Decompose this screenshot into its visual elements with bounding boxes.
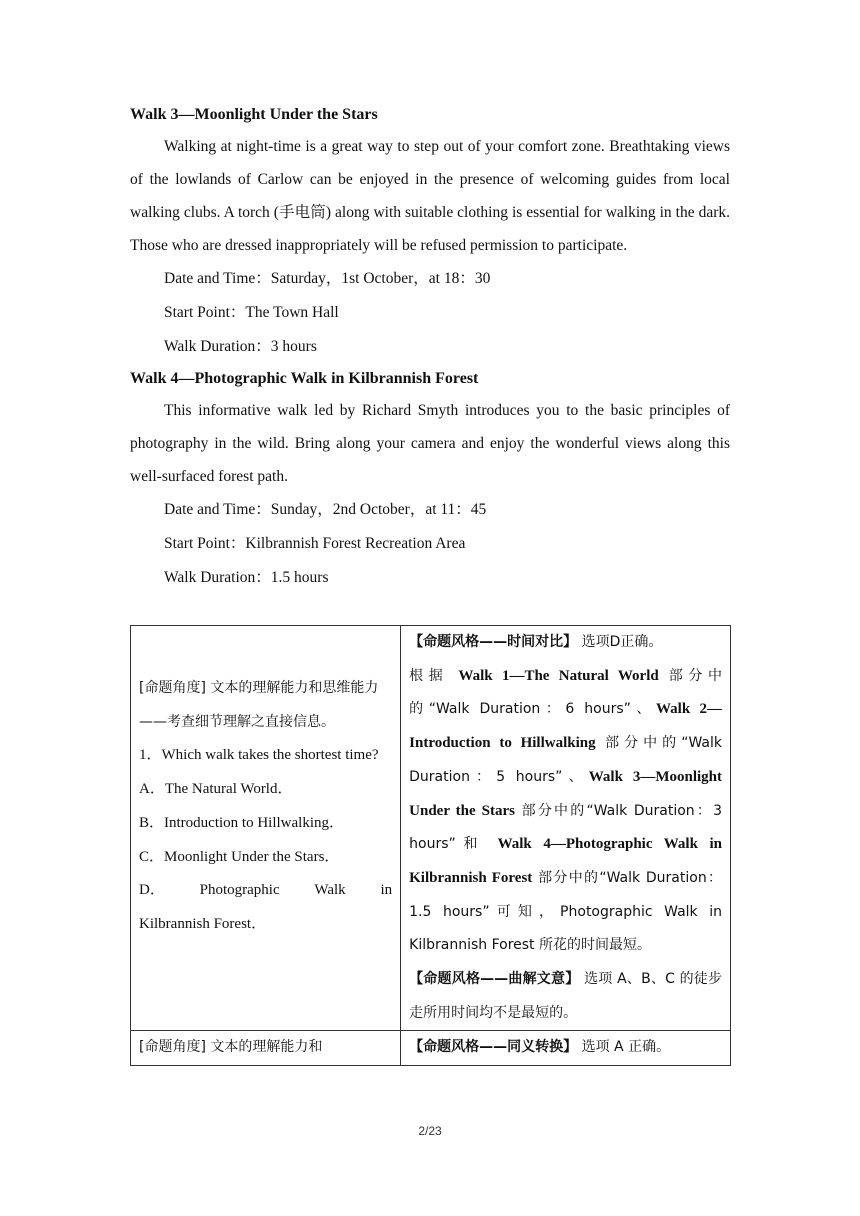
reasoning-text: 部分中的“Walk Duration：6 hours”、	[409, 667, 722, 718]
style-answer: 选项D正确。	[577, 634, 663, 650]
option-c: C．Moonlight Under the Stars．	[139, 848, 340, 865]
style-answer: 选项 A 正确。	[577, 1039, 671, 1056]
walk2-ref: Walk 2—Introduction to Hillwalking	[409, 701, 722, 752]
style-2	[409, 963, 722, 1030]
document-body	[130, 100, 730, 595]
walk3-duration: Walk Duration：3 hours	[164, 338, 317, 355]
walk3-date-time: Date and Time：Saturday，1st October，at 18：30	[164, 270, 491, 287]
table-row	[131, 1031, 731, 1066]
walk4-date-time: Date and Time：Sunday，2nd October，at 11：45	[164, 501, 487, 518]
analysis-reasoning	[409, 660, 722, 963]
analysis-cell	[401, 626, 731, 1031]
option-b: B．Introduction to Hillwalking．	[139, 814, 344, 831]
option-d-letter: D．	[139, 882, 165, 899]
question-text: 1．Which walk takes the shortest time?	[139, 747, 379, 764]
style-tag: 【命题风格——曲解文意】	[409, 971, 580, 988]
question-cell	[131, 626, 401, 1031]
angle-text: 文本的理解能力和思维能力——考查细节理解之直接信息。	[139, 680, 379, 730]
walk4-heading: Walk 4—Photographic Walk in Kilbrannish Forest	[130, 370, 479, 387]
walk3-description: Walking at night-time is a great way to step out of your comfort zone. Breathtaking views of the lowlands of Carlow can be enjoyed in the presence of welcoming guides from local walking clubs. A torch (手电筒) along with suitable clothing is essential for walking in the dark. Those who are dressed inappropriately will be refused permission to participate.	[130, 138, 730, 254]
walk1-ref: Walk 1—The Natural World	[458, 667, 659, 684]
option-d-word: Walk	[314, 882, 346, 899]
reasoning-text: 根据	[409, 667, 459, 684]
table-row	[131, 626, 731, 1031]
walk4-ref: Walk 4—Photographic Walk in Kilbrannish Forest	[409, 836, 722, 886]
option-a: A．The Natural World．	[139, 781, 293, 798]
walk4-duration: Walk Duration：1.5 hours	[164, 569, 329, 586]
option-d-rest: Kilbrannish Forest．	[139, 915, 267, 932]
walk3-start-point: Start Point：The Town Hall	[164, 304, 339, 321]
reasoning-text: 部分中的“Walk Duration：5 hours”、	[409, 735, 722, 785]
walk4-description: This informative walk led by Richard Smyth introduces you to the basic principles of photography in the wild. Bring along your camera and enjoy the wonderful views along this well-surfaced forest path.	[130, 402, 730, 485]
angle-text: 文本的理解能力和	[205, 1039, 323, 1056]
option-d-word: in	[380, 882, 393, 899]
option-d-word: Photographic	[199, 882, 280, 899]
analysis-table	[130, 625, 731, 1066]
page-number: 2/23	[418, 1124, 442, 1138]
analysis-cell	[401, 1031, 731, 1066]
style-1	[409, 626, 722, 660]
angle-tag: [命题角度]	[139, 680, 206, 696]
reasoning-text: 部分中的“Walk Duration：1.5 hours”可知，Photographic Walk in Kilbrannish Forest 所花的时间最短。	[409, 869, 723, 954]
style-text: 选项 A、B、C 的徒步走所用时间均不是最短的。	[409, 971, 723, 1021]
walk3-ref: Walk 3—Moonlight Under the Stars	[409, 768, 723, 819]
reasoning-text: 部分中的“Walk Duration：3 hours”和	[409, 802, 723, 853]
question-cell	[131, 1031, 401, 1066]
option-d	[139, 874, 392, 908]
style-tag: 【命题风格——同义转换】	[409, 1039, 578, 1056]
angle-label	[139, 672, 392, 739]
walk3-heading: Walk 3—Moonlight Under the Stars	[130, 106, 378, 123]
style-tag: 【命题风格——时间对比】	[409, 634, 578, 650]
walk4-start-point: Start Point：Kilbrannish Forest Recreation Area	[164, 535, 466, 552]
angle-tag: [命题角度]	[139, 1039, 206, 1056]
